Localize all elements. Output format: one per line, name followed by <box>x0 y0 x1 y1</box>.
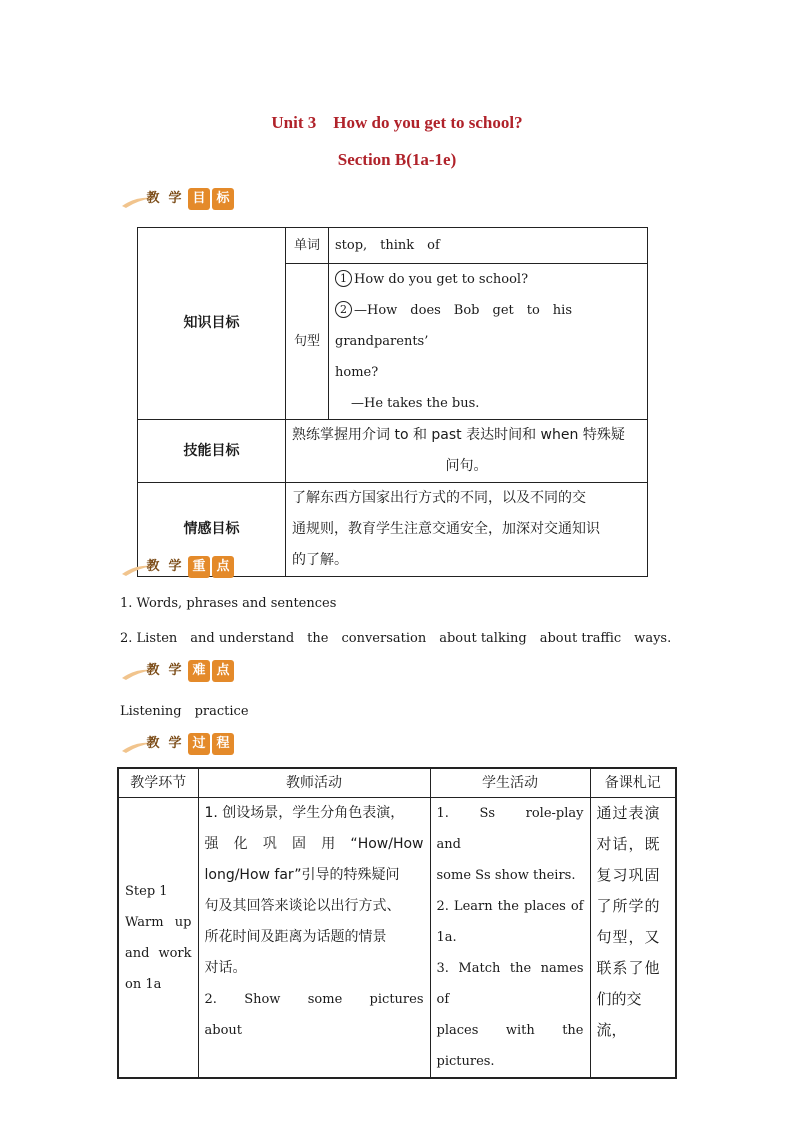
teacher-line: 句及其回答来谈论以出行方式、 <box>204 898 401 914</box>
step-cell <box>118 798 198 1079</box>
sentence-2c: —He takes the bus. <box>351 396 480 411</box>
teacher-line: 所花时间及距离为话题的情景 <box>204 929 387 945</box>
badge-char: 学 <box>168 191 182 206</box>
sentence-label: 句型 <box>286 264 329 420</box>
badge-char: 学 <box>168 663 182 678</box>
page-title: Unit 3 How do you get to school? <box>271 113 523 132</box>
notes-line: 对话，既 <box>596 835 661 853</box>
sentence-2b: home? <box>335 365 379 380</box>
teacher-line: 强 化 巩 固 用 “How/How <box>204 836 424 852</box>
student-line: pictures. <box>436 1054 495 1069</box>
student-line: places with the <box>436 1023 584 1038</box>
badge-process <box>122 731 232 757</box>
student-activity-cell <box>430 798 597 1079</box>
badge-char: 难 <box>188 660 210 682</box>
sentence-1: How do you get to school? <box>354 272 529 287</box>
teacher-line: 2. Show some pictures about <box>204 992 437 1038</box>
header-student: 学生活动 <box>430 768 590 798</box>
student-line: 1. Ss role-play and <box>436 806 597 852</box>
difficulty-text: Listening practice <box>120 704 249 719</box>
badge-difficulties <box>122 658 232 684</box>
badge-char: 点 <box>212 660 234 682</box>
key-point-2: 2. Listen and understand the conversation about talking about traffic ways. <box>120 631 672 646</box>
step-line: and work <box>125 945 192 961</box>
header-notes: 备课札记 <box>590 768 676 798</box>
skill-line: 问句。 <box>445 458 488 474</box>
header-stage: 教学环节 <box>118 768 198 798</box>
badge-teaching-goals <box>122 186 232 212</box>
step-line: Warm up <box>125 914 192 930</box>
notes-cell <box>590 798 676 1079</box>
emotion-line: 了解东西方国家出行方式的不同，以及不同的交 <box>292 490 586 506</box>
student-line: some Ss show theirs. <box>436 868 576 883</box>
skill-goal-value <box>286 420 648 483</box>
key-point-1: 1. Words, phrases and sentences <box>120 596 337 611</box>
teacher-line: long/How far”引导的特殊疑问 <box>204 867 400 883</box>
badge-char: 过 <box>188 733 210 755</box>
notes-line: 联系了他 <box>596 959 661 977</box>
badge-char: 程 <box>212 733 234 755</box>
teacher-line: 对话。 <box>204 960 247 976</box>
teacher-activity-cell <box>198 798 437 1079</box>
sentence-cell <box>329 264 648 420</box>
header-teacher: 教师活动 <box>198 768 430 798</box>
emotion-line: 通规则，教育学生注意交通安全，加深对交通知识 <box>292 521 600 537</box>
words-value: stop, think of <box>329 228 648 264</box>
notes-line: 通过表演 <box>596 804 661 822</box>
student-line: 1a. <box>436 930 457 945</box>
circled-number: 2 <box>335 301 352 318</box>
badge-char: 学 <box>168 559 182 574</box>
process-table <box>117 767 677 1079</box>
notes-line: 了所学的 <box>596 897 661 915</box>
emotion-goal-value <box>286 483 648 577</box>
skill-goal-label: 技能目标 <box>138 420 286 483</box>
words-label: 单词 <box>286 228 329 264</box>
teacher-line: 1. 创设场景，学生分角色表演， <box>204 805 405 821</box>
notes-line: 句型，又 <box>596 928 661 946</box>
badge-char: 教 <box>146 559 160 574</box>
page-subtitle: Section B(1a-1e) <box>337 150 457 169</box>
badge-char: 点 <box>212 556 234 578</box>
badge-char: 目 <box>188 188 210 210</box>
skill-line: 熟练掌握用介词 to 和 past 表达时间和 when 特殊疑 <box>292 427 625 443</box>
emotion-goal-label: 情感目标 <box>138 483 286 577</box>
notes-line: 们的交流， <box>596 990 642 1039</box>
badge-char: 重 <box>188 556 210 578</box>
emotion-line: 的了解。 <box>292 552 348 568</box>
sentence-2a: —How does Bob get to his grandparents’ <box>335 303 586 349</box>
badge-char: 教 <box>146 191 160 206</box>
circled-number: 1 <box>335 270 352 287</box>
badge-char: 标 <box>212 188 234 210</box>
student-line: 2. Learn the places of <box>436 899 584 914</box>
badge-char: 学 <box>168 736 182 751</box>
student-line: 3. Match the names of <box>436 961 584 1007</box>
step-line: Step 1 <box>125 883 168 899</box>
notes-line: 复习巩固 <box>596 866 661 884</box>
step-line: on 1a <box>125 976 162 992</box>
knowledge-goal-label: 知识目标 <box>138 228 286 420</box>
badge-key-points <box>122 554 232 580</box>
badge-char: 教 <box>146 736 160 751</box>
badge-char: 教 <box>146 663 160 678</box>
goals-table <box>137 227 648 577</box>
